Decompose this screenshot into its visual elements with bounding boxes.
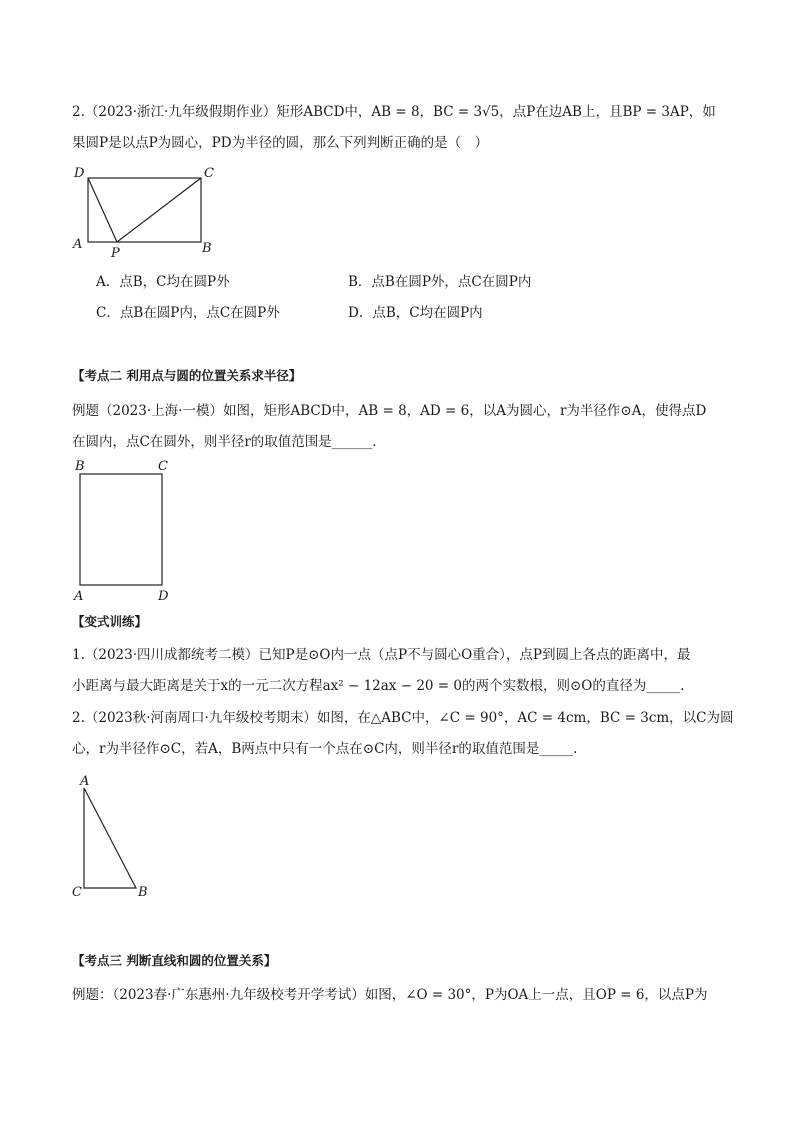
- variant-heading: 【变式训练】: [72, 614, 148, 629]
- label-c: C: [204, 166, 214, 181]
- label-b: B: [202, 241, 212, 256]
- figure-triangle-abc: [72, 774, 148, 900]
- figure-rectangle-abcd-p: [72, 166, 214, 261]
- option-d: D．点B，C均在圆P内: [348, 305, 483, 321]
- label-b: B: [75, 459, 85, 474]
- section-heading-3: 【考点三 判断直线和圆的位置关系】: [72, 953, 277, 968]
- label-d: D: [74, 166, 85, 181]
- example-line-2: 在圆内，点C在圆外，则半径r的取值范围是______.: [72, 434, 377, 450]
- section-heading-2: 【考点二 利用点与圆的位置关系求半径】: [72, 368, 302, 383]
- section3-example-line-1: 例题：（2023春·广东惠州·九年级校考开学考试）如图，∠O = 30°，P为OA上一点，且OP = 6，以点P为: [72, 987, 708, 1003]
- label-d: D: [158, 589, 169, 604]
- variant-q2-line-1: 2.（2023秋·河南周口·九年级校考期末）如图，在△ABC中，∠C = 90°，AC = 4cm，BC = 3cm，以C为圆: [72, 710, 734, 726]
- label-c: C: [72, 885, 82, 900]
- variant-q2-line-2: 心，r为半径作⊙C，若A，B两点中只有一个点在⊙C内，则半径r的取值范围是_____.: [72, 741, 578, 757]
- option-b: B．点B在圆P外，点C在圆P内: [348, 274, 532, 290]
- label-a: A: [73, 237, 83, 252]
- variant-q1-line-1: 1.（2023·四川成都统考二模）已知P是⊙O内一点（点P不与圆心O重合），点P到圆上各点的距离中，最: [72, 647, 691, 663]
- label-p: P: [111, 246, 120, 261]
- label-a: A: [74, 589, 84, 604]
- q2-line-2: 果圆P是以点P为圆心，PD为半径的圆，那么下列判断正确的是（ ）: [72, 135, 489, 151]
- option-c: C．点B在圆P内，点C在圆P外: [96, 305, 280, 321]
- label-b: B: [138, 885, 148, 900]
- q2-line-1: 2.（2023·浙江·九年级假期作业）矩形ABCD中，AB = 8，BC = 3√5，点P在边AB上，且BP = 3AP，如: [72, 104, 716, 120]
- label-c: C: [158, 459, 168, 474]
- variant-q1-line-2: 小距离与最大距离是关于x的一元二次方程ax² − 12ax − 20 = 0的两个实数根，则⊙O的直径为_____.: [72, 678, 685, 694]
- example-line-1: 例题（2023·上海·一模）如图，矩形ABCD中，AB = 8，AD = 6，以A为圆心，r为半径作⊙A，使得点D: [72, 403, 707, 419]
- figure-rectangle-abcd: [73, 459, 169, 604]
- option-a: A．点B，C均在圆P外: [96, 274, 230, 290]
- label-a: A: [80, 774, 90, 789]
